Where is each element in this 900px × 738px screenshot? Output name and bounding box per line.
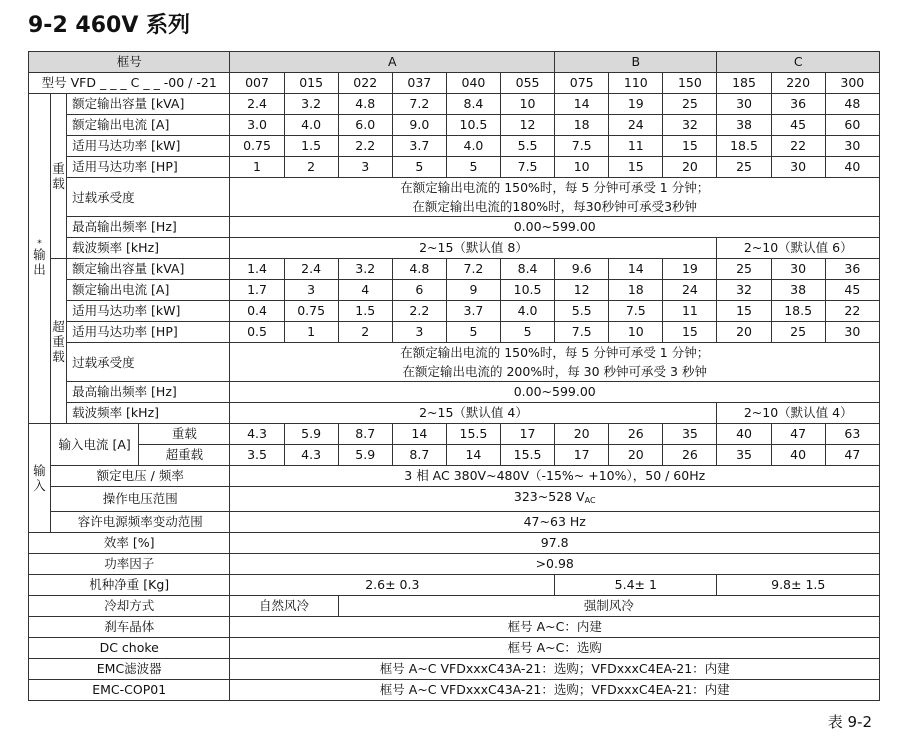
value-cell: 6.0 bbox=[338, 115, 392, 136]
rated-voltage-label: 额定电压 / 频率 bbox=[51, 466, 230, 487]
value-cell: 3.2 bbox=[338, 259, 392, 280]
max-freq-value: 0.00~599.00 bbox=[230, 217, 880, 238]
model-cell: 055 bbox=[501, 73, 555, 94]
value-cell: 12 bbox=[555, 280, 609, 301]
value-cell: 48 bbox=[825, 94, 879, 115]
model-cell: 220 bbox=[771, 73, 825, 94]
value-cell: 2.4 bbox=[284, 259, 338, 280]
input-super-row bbox=[29, 445, 880, 466]
value-cell: 24 bbox=[663, 280, 717, 301]
value-cell: 38 bbox=[717, 115, 771, 136]
value-cell: 8.7 bbox=[338, 424, 392, 445]
value-cell: 17 bbox=[555, 445, 609, 466]
value-cell: 36 bbox=[825, 259, 879, 280]
value-cell: 63 bbox=[825, 424, 879, 445]
weight-row bbox=[29, 575, 880, 596]
max-freq-label: 最高输出频率 [Hz] bbox=[67, 382, 230, 403]
value-cell: 2.2 bbox=[338, 136, 392, 157]
row-label: 适用马达功率 [kW] bbox=[67, 136, 230, 157]
value-cell: 6 bbox=[392, 280, 446, 301]
value-cell: 4.8 bbox=[338, 94, 392, 115]
dc-choke-value: 框号 A~C：选购 bbox=[230, 638, 880, 659]
value-cell: 7.2 bbox=[446, 259, 500, 280]
model-cell: 007 bbox=[230, 73, 284, 94]
value-cell: 1.7 bbox=[230, 280, 284, 301]
value-cell: 14 bbox=[609, 259, 663, 280]
input-super-label: 超重载 bbox=[139, 445, 230, 466]
operating-voltage-label: 操作电压范围 bbox=[51, 487, 230, 512]
weight-label: 机种净重 [Kg] bbox=[29, 575, 230, 596]
value-cell: 45 bbox=[771, 115, 825, 136]
value-cell: 18 bbox=[609, 280, 663, 301]
row-label: 适用马达功率 [kW] bbox=[67, 301, 230, 322]
value-cell: 10 bbox=[501, 94, 555, 115]
operating-voltage-value: 323~528 $V_{AC}$ bbox=[230, 487, 880, 512]
value-cell: 20 bbox=[555, 424, 609, 445]
value-cell: 18.5 bbox=[771, 301, 825, 322]
power-factor-value: >0.98 bbox=[230, 554, 880, 575]
value-cell: 15.5 bbox=[446, 424, 500, 445]
brake-label: 刹车晶体 bbox=[29, 617, 230, 638]
row-label: 额定输出容量 [kVA] bbox=[67, 259, 230, 280]
value-cell: 32 bbox=[663, 115, 717, 136]
carrier-label: 载波频率 [kHz] bbox=[67, 238, 230, 259]
value-cell: 7.2 bbox=[392, 94, 446, 115]
value-cell: 3.0 bbox=[230, 115, 284, 136]
value-cell: 4.8 bbox=[392, 259, 446, 280]
row-label: 适用马达功率 [HP] bbox=[67, 157, 230, 178]
input-current-label: 输入电流 [A] bbox=[51, 424, 139, 466]
carrier-label: 载波频率 [kHz] bbox=[67, 403, 230, 424]
input-heavy-row bbox=[29, 424, 880, 445]
value-cell: 2.4 bbox=[230, 94, 284, 115]
row-label: 额定输出电流 [A] bbox=[67, 280, 230, 301]
value-cell: 47 bbox=[825, 445, 879, 466]
frame-b: B bbox=[555, 52, 717, 73]
shd-row-2 bbox=[29, 301, 880, 322]
shd-maxfreq-row bbox=[29, 382, 880, 403]
model-cell: 040 bbox=[446, 73, 500, 94]
value-cell: 35 bbox=[717, 445, 771, 466]
value-cell: 18.5 bbox=[717, 136, 771, 157]
carrier-ab-value: 2~15（默认值 8） bbox=[230, 238, 717, 259]
value-cell: 10.5 bbox=[446, 115, 500, 136]
value-cell: 17 bbox=[501, 424, 555, 445]
value-cell: 7.5 bbox=[609, 301, 663, 322]
heavy-duty-label: 重 载 bbox=[51, 94, 67, 259]
rated-voltage-row bbox=[29, 466, 880, 487]
value-cell: 2 bbox=[338, 322, 392, 343]
efficiency-value: 97.8 bbox=[230, 533, 880, 554]
value-cell: 5.5 bbox=[555, 301, 609, 322]
value-cell: 8.4 bbox=[446, 94, 500, 115]
model-cell: 015 bbox=[284, 73, 338, 94]
hd-carrier-row bbox=[29, 238, 880, 259]
row-label: 额定输出容量 [kVA] bbox=[67, 94, 230, 115]
value-cell: 11 bbox=[663, 301, 717, 322]
emc-cop-value: 框号 A~C VFDxxxC43A-21：选购；VFDxxxC4EA-21：内建 bbox=[230, 680, 880, 701]
emc-filter-value: 框号 A~C VFDxxxC43A-21：选购；VFDxxxC4EA-21：内建 bbox=[230, 659, 880, 680]
value-cell: 40 bbox=[717, 424, 771, 445]
value-cell: 12 bbox=[501, 115, 555, 136]
model-cell: 300 bbox=[825, 73, 879, 94]
value-cell: 0.75 bbox=[230, 136, 284, 157]
value-cell: 4.3 bbox=[284, 445, 338, 466]
shd-carrier-row bbox=[29, 403, 880, 424]
value-cell: 32 bbox=[717, 280, 771, 301]
emc-filter-label: EMC滤波器 bbox=[29, 659, 230, 680]
value-cell: 22 bbox=[825, 301, 879, 322]
value-cell: 4.0 bbox=[501, 301, 555, 322]
value-cell: 8.4 bbox=[501, 259, 555, 280]
brake-value: 框号 A~C：内建 bbox=[230, 617, 880, 638]
value-cell: 30 bbox=[771, 259, 825, 280]
value-cell: 15 bbox=[717, 301, 771, 322]
value-cell: 0.75 bbox=[284, 301, 338, 322]
shd-row-3 bbox=[29, 322, 880, 343]
value-cell: 2.2 bbox=[392, 301, 446, 322]
value-cell: 4 bbox=[338, 280, 392, 301]
value-cell: 3.7 bbox=[392, 136, 446, 157]
value-cell: 30 bbox=[771, 157, 825, 178]
value-cell: 19 bbox=[663, 259, 717, 280]
value-cell: 25 bbox=[717, 259, 771, 280]
emc-cop-row bbox=[29, 680, 880, 701]
value-cell: 14 bbox=[446, 445, 500, 466]
super-heavy-duty-label: 超 重 载 bbox=[51, 259, 67, 424]
value-cell: 25 bbox=[717, 157, 771, 178]
cooling-forced: 强制风冷 bbox=[338, 596, 879, 617]
value-cell: 4.3 bbox=[230, 424, 284, 445]
shd-row-0 bbox=[29, 259, 880, 280]
value-cell: 60 bbox=[825, 115, 879, 136]
value-cell: 45 bbox=[825, 280, 879, 301]
frame-c: C bbox=[717, 52, 880, 73]
value-cell: 25 bbox=[771, 322, 825, 343]
weight-b: 5.4± 1 bbox=[555, 575, 717, 596]
value-cell: 36 bbox=[771, 94, 825, 115]
efficiency-label: 效率 [%] bbox=[29, 533, 230, 554]
dc-choke-row bbox=[29, 638, 880, 659]
value-cell: 11 bbox=[609, 136, 663, 157]
value-cell: 24 bbox=[609, 115, 663, 136]
value-cell: 20 bbox=[609, 445, 663, 466]
model-cell: 075 bbox=[555, 73, 609, 94]
input-heavy-label: 重载 bbox=[139, 424, 230, 445]
spec-table bbox=[28, 51, 880, 701]
value-cell: 5 bbox=[501, 322, 555, 343]
value-cell: 20 bbox=[663, 157, 717, 178]
value-cell: 22 bbox=[771, 136, 825, 157]
overload-value: 在额定输出电流的 150%时，每 5 分钟可承受 1 分钟； 在额定输出电流的180%时，每30秒钟可承受3秒钟 bbox=[230, 178, 880, 217]
value-cell: 47 bbox=[771, 424, 825, 445]
value-cell: 14 bbox=[555, 94, 609, 115]
weight-a: 2.6± 0.3 bbox=[230, 575, 555, 596]
row-label: 额定输出电流 [A] bbox=[67, 115, 230, 136]
value-cell: 26 bbox=[663, 445, 717, 466]
frame-row bbox=[29, 52, 880, 73]
hd-row-1 bbox=[29, 115, 880, 136]
value-cell: 3 bbox=[338, 157, 392, 178]
hd-row-2 bbox=[29, 136, 880, 157]
model-row bbox=[29, 73, 880, 94]
model-cell: 150 bbox=[663, 73, 717, 94]
value-cell: 3 bbox=[284, 280, 338, 301]
value-cell: 15 bbox=[609, 157, 663, 178]
carrier-c-value: 2~10（默认值 6） bbox=[717, 238, 880, 259]
value-cell: 7.5 bbox=[555, 136, 609, 157]
hd-row-3 bbox=[29, 157, 880, 178]
model-cell: 185 bbox=[717, 73, 771, 94]
value-cell: 20 bbox=[717, 322, 771, 343]
dc-choke-label: DC choke bbox=[29, 638, 230, 659]
carrier-c-value: 2~10（默认值 4） bbox=[717, 403, 880, 424]
value-cell: 30 bbox=[825, 322, 879, 343]
value-cell: 4.0 bbox=[446, 136, 500, 157]
input-group-label: 输 入 bbox=[29, 424, 51, 533]
value-cell: 10 bbox=[609, 322, 663, 343]
value-cell: 10 bbox=[555, 157, 609, 178]
value-cell: 7.5 bbox=[555, 322, 609, 343]
value-cell: 25 bbox=[663, 94, 717, 115]
overload-label: 过载承受度 bbox=[67, 178, 230, 217]
overload-label: 过载承受度 bbox=[67, 343, 230, 382]
value-cell: 1 bbox=[284, 322, 338, 343]
freq-tolerance-row bbox=[29, 512, 880, 533]
value-cell: 9.6 bbox=[555, 259, 609, 280]
value-cell: 0.5 bbox=[230, 322, 284, 343]
frame-a: A bbox=[230, 52, 555, 73]
model-cell: 022 bbox=[338, 73, 392, 94]
value-cell: 5.9 bbox=[284, 424, 338, 445]
value-cell: 5 bbox=[446, 157, 500, 178]
value-cell: 40 bbox=[825, 157, 879, 178]
table-caption: 表 9-2 bbox=[827, 713, 872, 731]
hd-maxfreq-row bbox=[29, 217, 880, 238]
freq-tolerance-label: 容许电源频率变动范围 bbox=[51, 512, 230, 533]
model-label: 型号 VFD _ _ _ C _ _ -00 / -21 bbox=[29, 73, 230, 94]
value-cell: 2 bbox=[284, 157, 338, 178]
brake-row bbox=[29, 617, 880, 638]
weight-c: 9.8± 1.5 bbox=[717, 575, 880, 596]
value-cell: 7.5 bbox=[501, 157, 555, 178]
value-cell: 9 bbox=[446, 280, 500, 301]
shd-row-1 bbox=[29, 280, 880, 301]
page-title: 9-2 460V 系列 bbox=[28, 13, 191, 38]
value-cell: 15 bbox=[663, 136, 717, 157]
operating-voltage-row bbox=[29, 487, 880, 512]
value-cell: 1.5 bbox=[284, 136, 338, 157]
value-cell: 38 bbox=[771, 280, 825, 301]
value-cell: 5.9 bbox=[338, 445, 392, 466]
value-cell: 3 bbox=[392, 322, 446, 343]
value-cell: 1.5 bbox=[338, 301, 392, 322]
cooling-natural: 自然风冷 bbox=[230, 596, 338, 617]
value-cell: 30 bbox=[825, 136, 879, 157]
output-group-label: * 输 出 bbox=[29, 94, 51, 424]
value-cell: 15.5 bbox=[501, 445, 555, 466]
value-cell: 8.7 bbox=[392, 445, 446, 466]
emc-filter-row bbox=[29, 659, 880, 680]
value-cell: 1.4 bbox=[230, 259, 284, 280]
model-cell: 110 bbox=[609, 73, 663, 94]
hd-row-0 bbox=[29, 94, 880, 115]
shd-overload-row bbox=[29, 343, 880, 382]
max-freq-label: 最高输出频率 [Hz] bbox=[67, 217, 230, 238]
value-cell: 5.5 bbox=[501, 136, 555, 157]
value-cell: 3.2 bbox=[284, 94, 338, 115]
frame-label: 框号 bbox=[29, 52, 230, 73]
value-cell: 3.5 bbox=[230, 445, 284, 466]
power-factor-row bbox=[29, 554, 880, 575]
freq-tolerance-value: 47~63 Hz bbox=[230, 512, 880, 533]
value-cell: 18 bbox=[555, 115, 609, 136]
efficiency-row bbox=[29, 533, 880, 554]
value-cell: 26 bbox=[609, 424, 663, 445]
value-cell: 14 bbox=[392, 424, 446, 445]
cooling-label: 冷却方式 bbox=[29, 596, 230, 617]
value-cell: 4.0 bbox=[284, 115, 338, 136]
value-cell: 3.7 bbox=[446, 301, 500, 322]
rated-voltage-value: 3 相 AC 380V~480V（-15%~ +10%），50 / 60Hz bbox=[230, 466, 880, 487]
hd-overload-row bbox=[29, 178, 880, 217]
value-cell: 1 bbox=[230, 157, 284, 178]
row-label: 适用马达功率 [HP] bbox=[67, 322, 230, 343]
emc-cop-label: EMC-COP01 bbox=[29, 680, 230, 701]
value-cell: 15 bbox=[663, 322, 717, 343]
value-cell: 0.4 bbox=[230, 301, 284, 322]
value-cell: 40 bbox=[771, 445, 825, 466]
value-cell: 10.5 bbox=[501, 280, 555, 301]
value-cell: 35 bbox=[663, 424, 717, 445]
value-cell: 19 bbox=[609, 94, 663, 115]
overload-value: 在额定输出电流的 150%时，每 5 分钟可承受 1 分钟； 在额定输出电流的 200%时，每 30 秒钟可承受 3 秒钟 bbox=[230, 343, 880, 382]
max-freq-value: 0.00~599.00 bbox=[230, 382, 880, 403]
model-cell: 037 bbox=[392, 73, 446, 94]
cooling-row bbox=[29, 596, 880, 617]
value-cell: 30 bbox=[717, 94, 771, 115]
carrier-ab-value: 2~15（默认值 4） bbox=[230, 403, 717, 424]
value-cell: 5 bbox=[446, 322, 500, 343]
value-cell: 5 bbox=[392, 157, 446, 178]
power-factor-label: 功率因子 bbox=[29, 554, 230, 575]
value-cell: 9.0 bbox=[392, 115, 446, 136]
